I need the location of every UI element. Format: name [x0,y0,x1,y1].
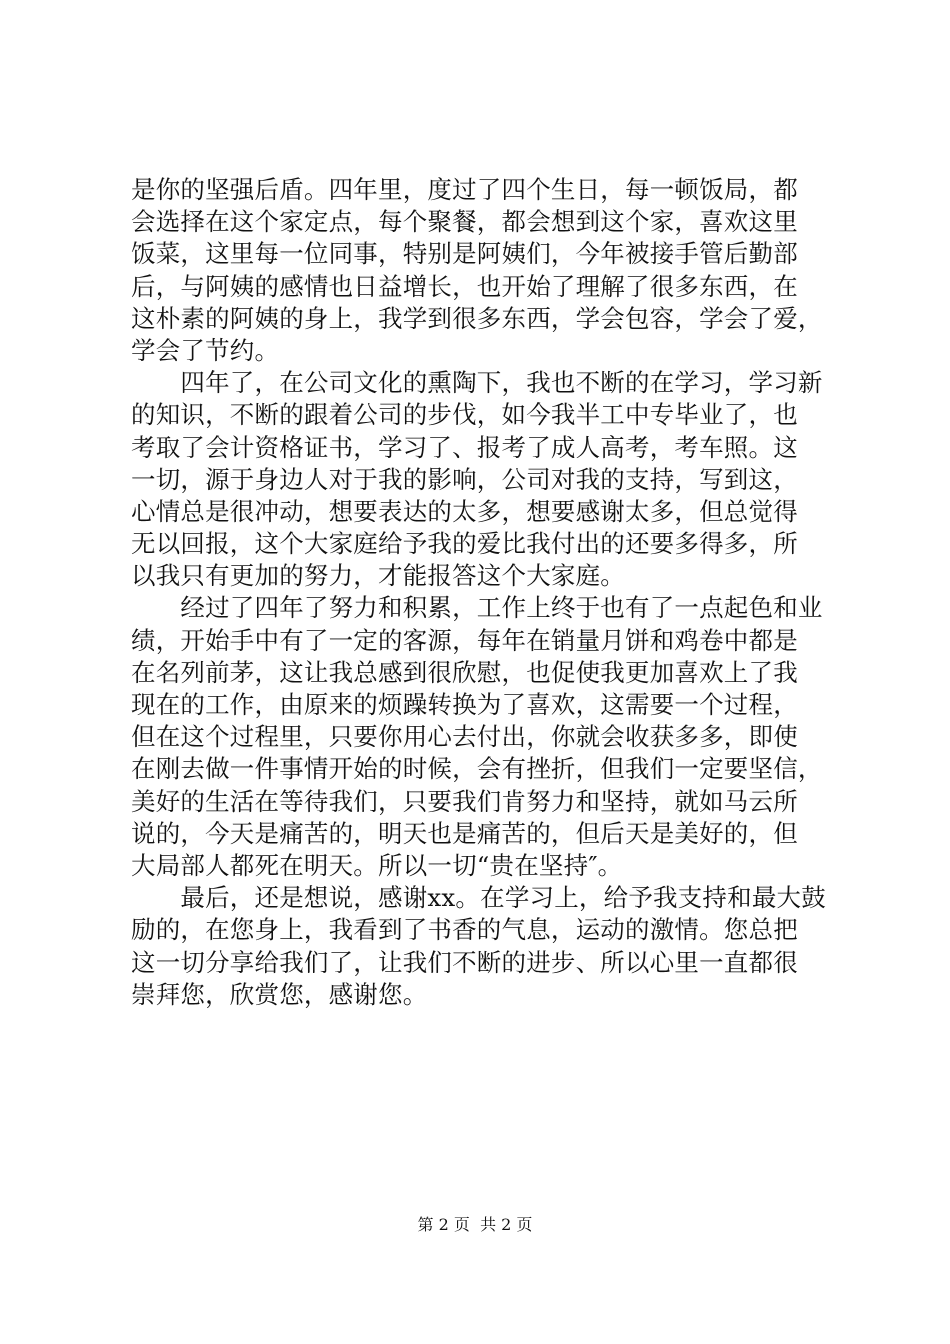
text-line: 但在这个过程里，只要你用心去付出，你就会收获多多，即使 [131,722,798,752]
document-body [131,174,831,1011]
text-line: 大局部人都死在明天。所以一切“贵在坚持″。 [131,850,623,880]
text-line: 饭菜，这里每一位同事，特别是阿姨们，今年被接手管后勤部 [131,239,798,269]
text-line: 以我只有更加的努力，才能报答这个大家庭。 [131,561,625,591]
text-line: 的知识，不断的跟着公司的步伐，如今我半工中专毕业了，也 [131,400,798,430]
text-line: 四年了，在公司文化的熏陶下，我也不断的在学习，学习新 [131,368,823,398]
text-line: 说的，今天是痛苦的，明天也是痛苦的，但后天是美好的，但 [131,818,798,848]
text-line: 美好的生活在等待我们，只要我们肯努力和坚持，就如马云所 [131,786,798,816]
text-line: 现在的工作，由原来的烦躁转换为了喜欢，这需要一个过程， [131,690,798,719]
text-line: 会选择在这个家定点，每个聚餐，都会想到这个家，喜欢这里 [131,207,798,237]
text-line: 是你的坚强后盾。四年里，度过了四个生日，每一顿饭局，都 [131,175,798,204]
page-footer: 第 2 页 共 2 页 [417,1215,533,1234]
text-line: 励的，在您身上，我看到了书香的气息，运动的激情。您总把 [131,915,798,945]
text-line: 心情总是很冲动，想要表达的太多，想要感谢太多，但总觉得 [131,496,798,526]
text-line: 在名列前茅，这让我总感到很欣慰，也促使我更加喜欢上了我 [131,657,798,687]
text-line: 考取了会计资格证书，学习了、报考了成人高考，考车照。这 [131,432,798,462]
text-line: 最后，还是想说，感谢xx。在学习上，给予我支持和最大鼓 [131,883,826,913]
text-line: 一切，源于身边人对于我的影响，公司对我的支持，写到这， [131,464,798,494]
text-line: 经过了四年了努力和积累，工作上终于也有了一点起色和业 [131,593,823,623]
text-line: 在刚去做一件事情开始的时候，会有挫折，但我们一定要坚信， [131,754,823,784]
text-line: 崇拜您，欣赏您，感谢您。 [131,979,428,1009]
text-line: 这一切分享给我们了，让我们不断的进步、所以心里一直都很 [131,947,798,977]
text-line: 学会了节约。 [131,335,280,365]
text-line: 无以回报，这个大家庭给予我的爱比我付出的还要多得多，所 [131,529,798,559]
text-line: 绩，开始手中有了一定的客源，每年在销量月饼和鸡卷中都是 [131,625,798,655]
text-line: 后，与阿姨的感情也日益增长，也开始了理解了很多东西，在 [131,271,798,301]
text-line: 这朴素的阿姨的身上，我学到很多东西，学会包容，学会了爱， [131,303,823,333]
